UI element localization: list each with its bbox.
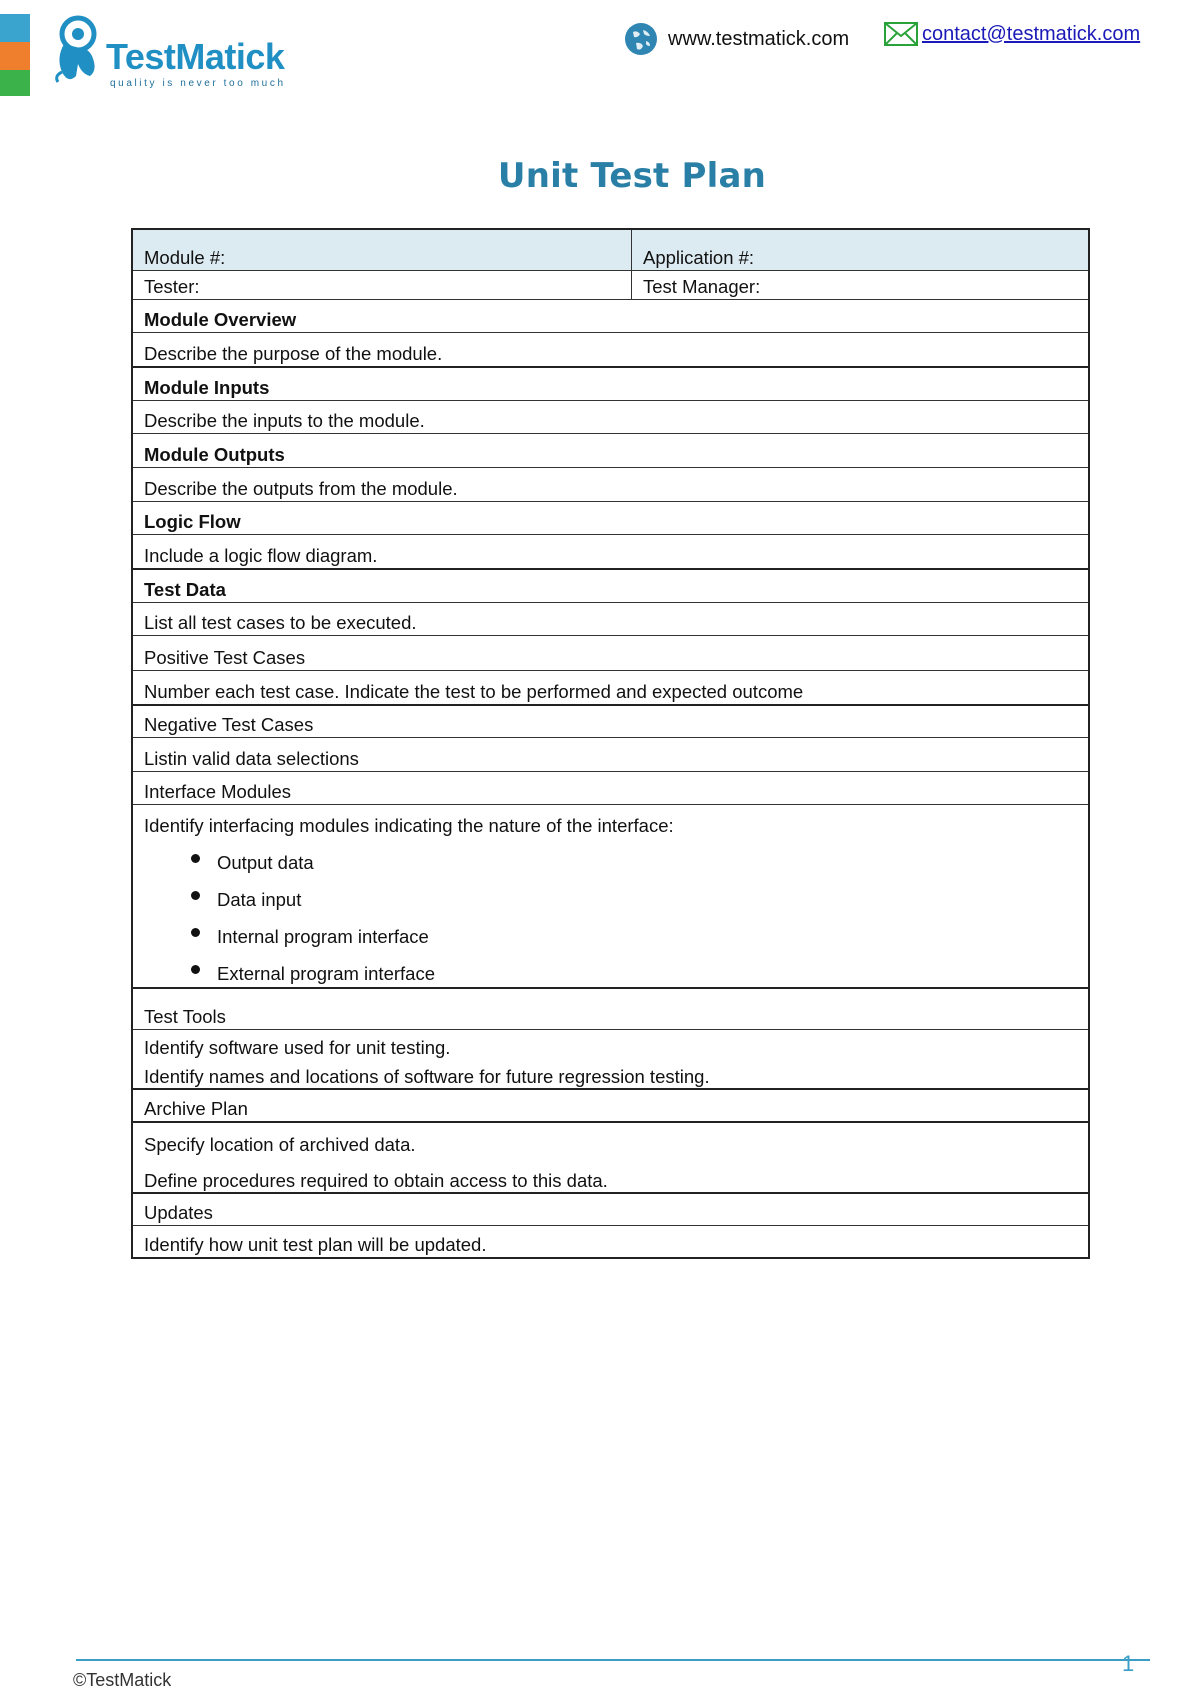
test-data-heading: Test Data <box>133 568 1088 602</box>
module-number-field[interactable]: Module #: <box>133 230 632 270</box>
bullet-icon <box>191 965 200 974</box>
archive-plan-heading: Archive Plan <box>133 1088 1088 1121</box>
negative-cases-desc[interactable]: Listin valid data selections <box>133 737 1088 771</box>
interface-modules-heading: Interface Modules <box>133 771 1088 804</box>
module-outputs-heading: Module Outputs <box>133 433 1088 467</box>
logic-flow-heading: Logic Flow <box>133 501 1088 534</box>
module-inputs-desc[interactable]: Describe the inputs to the module. <box>133 400 1088 433</box>
test-tools-heading: Test Tools <box>133 987 1088 1029</box>
tester-field[interactable]: Tester: <box>133 271 632 299</box>
negative-cases-heading: Negative Test Cases <box>133 704 1088 737</box>
testmatick-logo <box>52 14 312 94</box>
mail-icon <box>884 22 918 46</box>
interface-modules-desc[interactable]: Identify interfacing modules indicating the nature of the interface: Output data Data input Internal program interface External program interface <box>133 804 1088 987</box>
positive-cases-heading: Positive Test Cases <box>133 635 1088 670</box>
bullet-icon <box>191 854 200 863</box>
module-overview-desc[interactable]: Describe the purpose of the module. <box>133 332 1088 366</box>
website-contact <box>624 22 849 56</box>
module-outputs-desc[interactable]: Describe the outputs from the module. <box>133 467 1088 501</box>
globe-icon <box>624 22 658 56</box>
positive-cases-desc[interactable]: Number each test case. Indicate the test to be performed and expected outcome <box>133 670 1088 704</box>
archive-plan-desc[interactable]: Specify location of archived data. Define procedures required to obtain access to this data. <box>133 1121 1088 1192</box>
page-title: Unit Test Plan <box>497 156 767 196</box>
tester-manager-row <box>133 270 1088 299</box>
module-overview-heading: Module Overview <box>133 299 1088 332</box>
website-link[interactable]: www.testmatick.com <box>668 27 850 50</box>
test-data-desc[interactable]: List all test cases to be executed. <box>133 602 1088 635</box>
module-application-row <box>133 230 1088 270</box>
bullet-icon <box>191 928 200 937</box>
logo-tagline: quality is never too much <box>110 78 286 89</box>
elephant-mascot-icon <box>52 14 108 86</box>
module-inputs-heading: Module Inputs <box>133 366 1088 400</box>
bullet-icon <box>191 891 200 900</box>
footer-copyright: ©TestMatick <box>73 1670 172 1690</box>
brand-strip-blue <box>0 14 30 42</box>
email-link[interactable]: contact@testmatick.com <box>922 22 1141 45</box>
list-item: Data input <box>144 874 435 911</box>
brand-strip-orange <box>0 42 30 70</box>
page-number: 1 <box>1122 1651 1135 1676</box>
list-item: External program interface <box>144 948 435 985</box>
unit-test-plan-form <box>131 228 1090 1259</box>
test-manager-field[interactable]: Test Manager: <box>643 276 761 297</box>
application-number-field[interactable]: Application #: <box>643 247 755 268</box>
updates-heading: Updates <box>133 1192 1088 1225</box>
brand-strip-green <box>0 70 30 96</box>
email-contact <box>884 22 1140 46</box>
footer-divider <box>76 1659 1150 1661</box>
list-item: Internal program interface <box>144 911 435 948</box>
list-item: Output data <box>144 837 435 874</box>
test-tools-desc[interactable]: Identify software used for unit testing. Identify names and locations of software for future regression testing. <box>133 1029 1088 1088</box>
logo-wordmark: TestMatick <box>106 36 285 77</box>
updates-desc[interactable]: Identify how unit test plan will be updated. <box>133 1225 1088 1257</box>
logic-flow-desc[interactable]: Include a logic flow diagram. <box>133 534 1088 568</box>
interface-bullet-list <box>144 837 435 985</box>
